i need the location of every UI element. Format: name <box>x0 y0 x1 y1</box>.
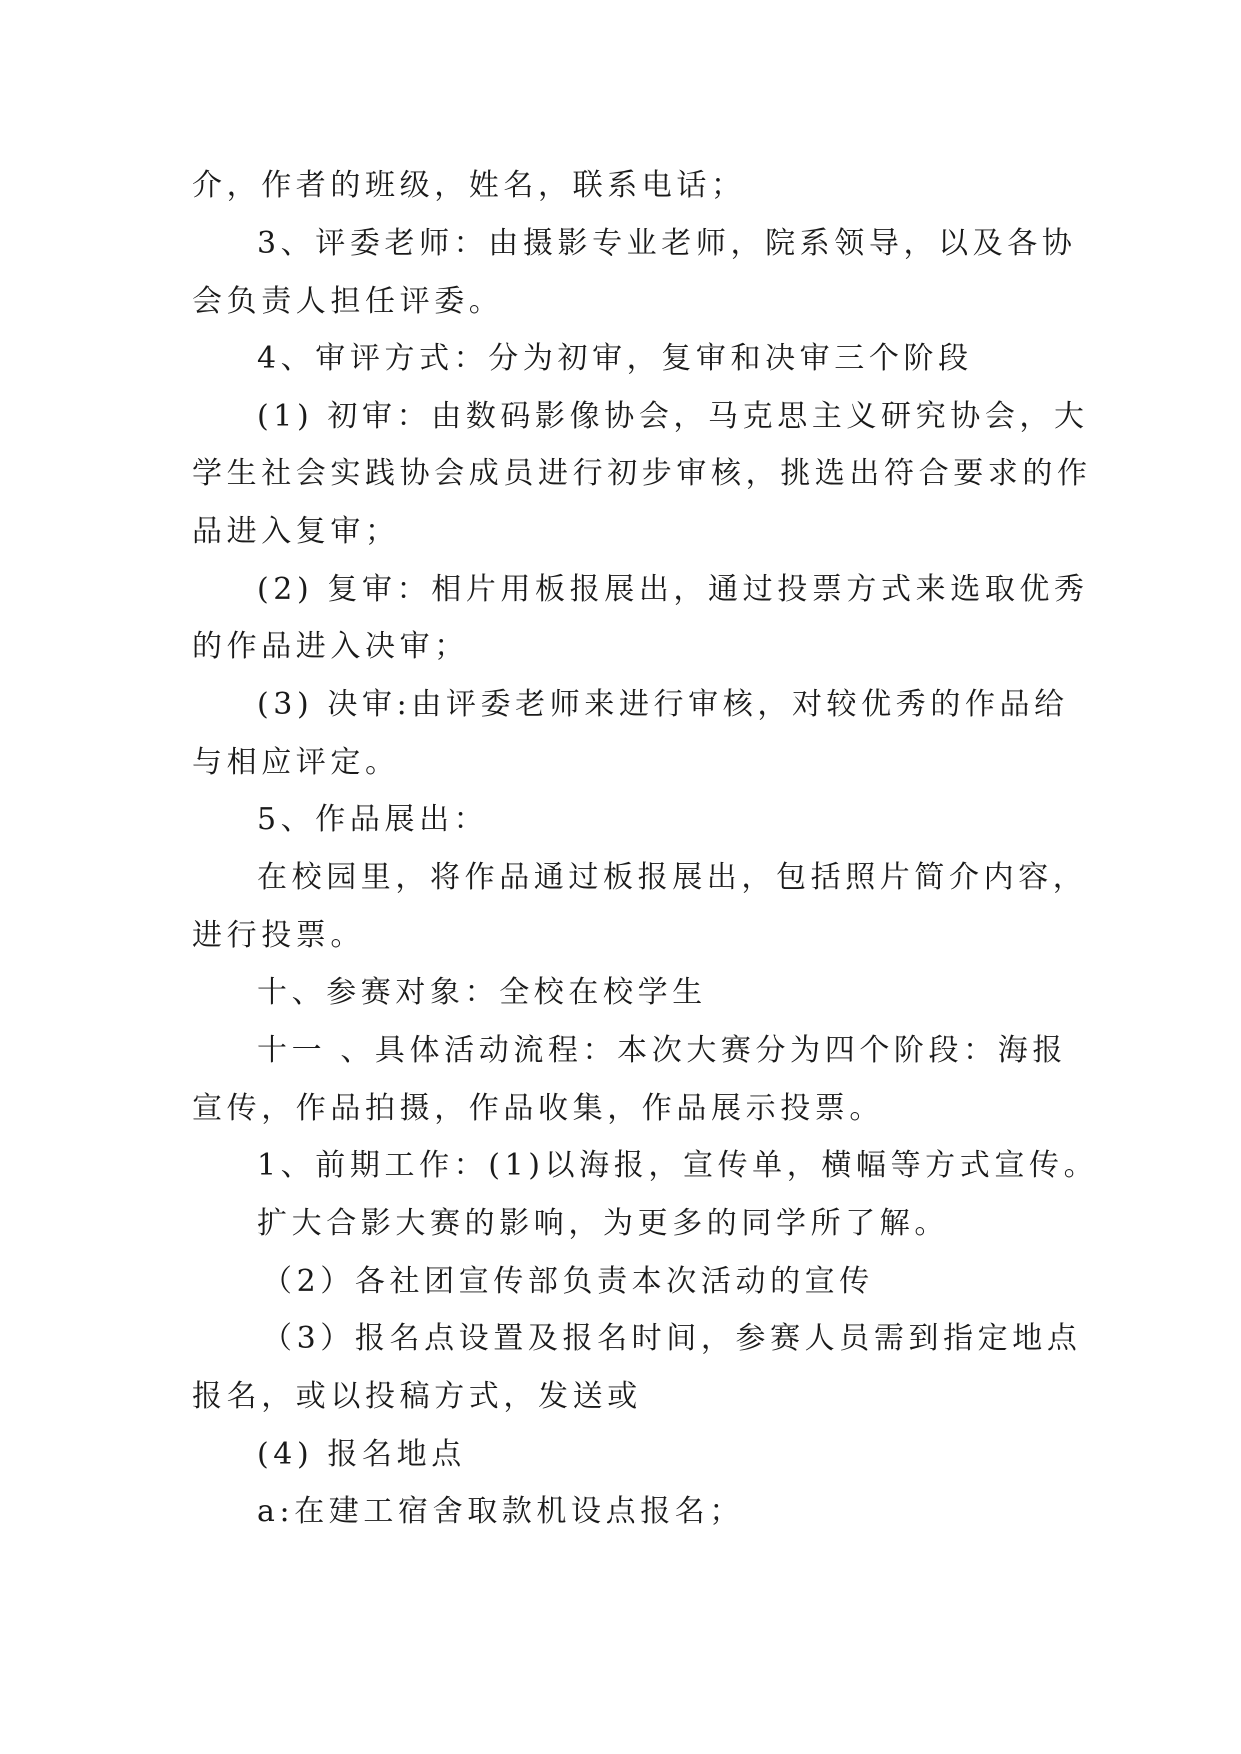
text-line: 进行投票。 <box>192 918 365 953</box>
text-line: 十一 、具体活动流程：本次大赛分为四个阶段：海报 <box>257 1033 1067 1068</box>
text-line: 十、参赛对象：全校在校学生 <box>257 975 707 1010</box>
text-line: 介，作者的班级，姓名，联系电话； <box>192 168 746 203</box>
text-line: 1、前期工作：(1)以海报，宣传单，横幅等方式宣传。 <box>257 1148 1099 1183</box>
text-line: 3、评委老师：由摄影专业老师，院系领导，以及各协 <box>257 226 1077 261</box>
text-line: (3) 决审:由评委老师来进行审核，对较优秀的作品给 <box>257 687 1069 722</box>
text-line: (2) 复审：相片用板报展出，通过投票方式来选取优秀 <box>257 572 1089 607</box>
text-line: 在校园里，将作品通过板报展出，包括照片简介内容， <box>257 860 1088 895</box>
text-line: （2）各社团宣传部负责本次活动的宣传 <box>262 1264 874 1299</box>
text-line: 5、作品展出： <box>257 802 489 837</box>
text-line: 4、审评方式：分为初审，复审和决审三个阶段 <box>257 341 973 376</box>
text-line: (1) 初审：由数码影像协会，马克思主义研究协会，大 <box>257 399 1089 434</box>
text-line: 与相应评定。 <box>192 745 400 780</box>
text-line: a:在建工宿舍取款机设点报名； <box>257 1494 744 1529</box>
text-line: 宣传，作品拍摄，作品收集，作品展示投票。 <box>192 1091 884 1126</box>
text-line: 扩大合影大赛的影响，为更多的同学所了解。 <box>257 1206 949 1241</box>
text-line: (4) 报名地点 <box>257 1437 466 1472</box>
text-line: （3）报名点设置及报名时间，参赛人员需到指定地点 <box>262 1321 1082 1356</box>
text-line: 品进入复审； <box>192 514 400 549</box>
text-line: 报名，或以投稿方式，发送或 <box>192 1379 642 1414</box>
text-line: 会负责人担任评委。 <box>192 284 504 319</box>
text-line: 的作品进入决审； <box>192 629 469 664</box>
text-line: 学生社会实践协会成员进行初步审核，挑选出符合要求的作 <box>192 456 1092 491</box>
